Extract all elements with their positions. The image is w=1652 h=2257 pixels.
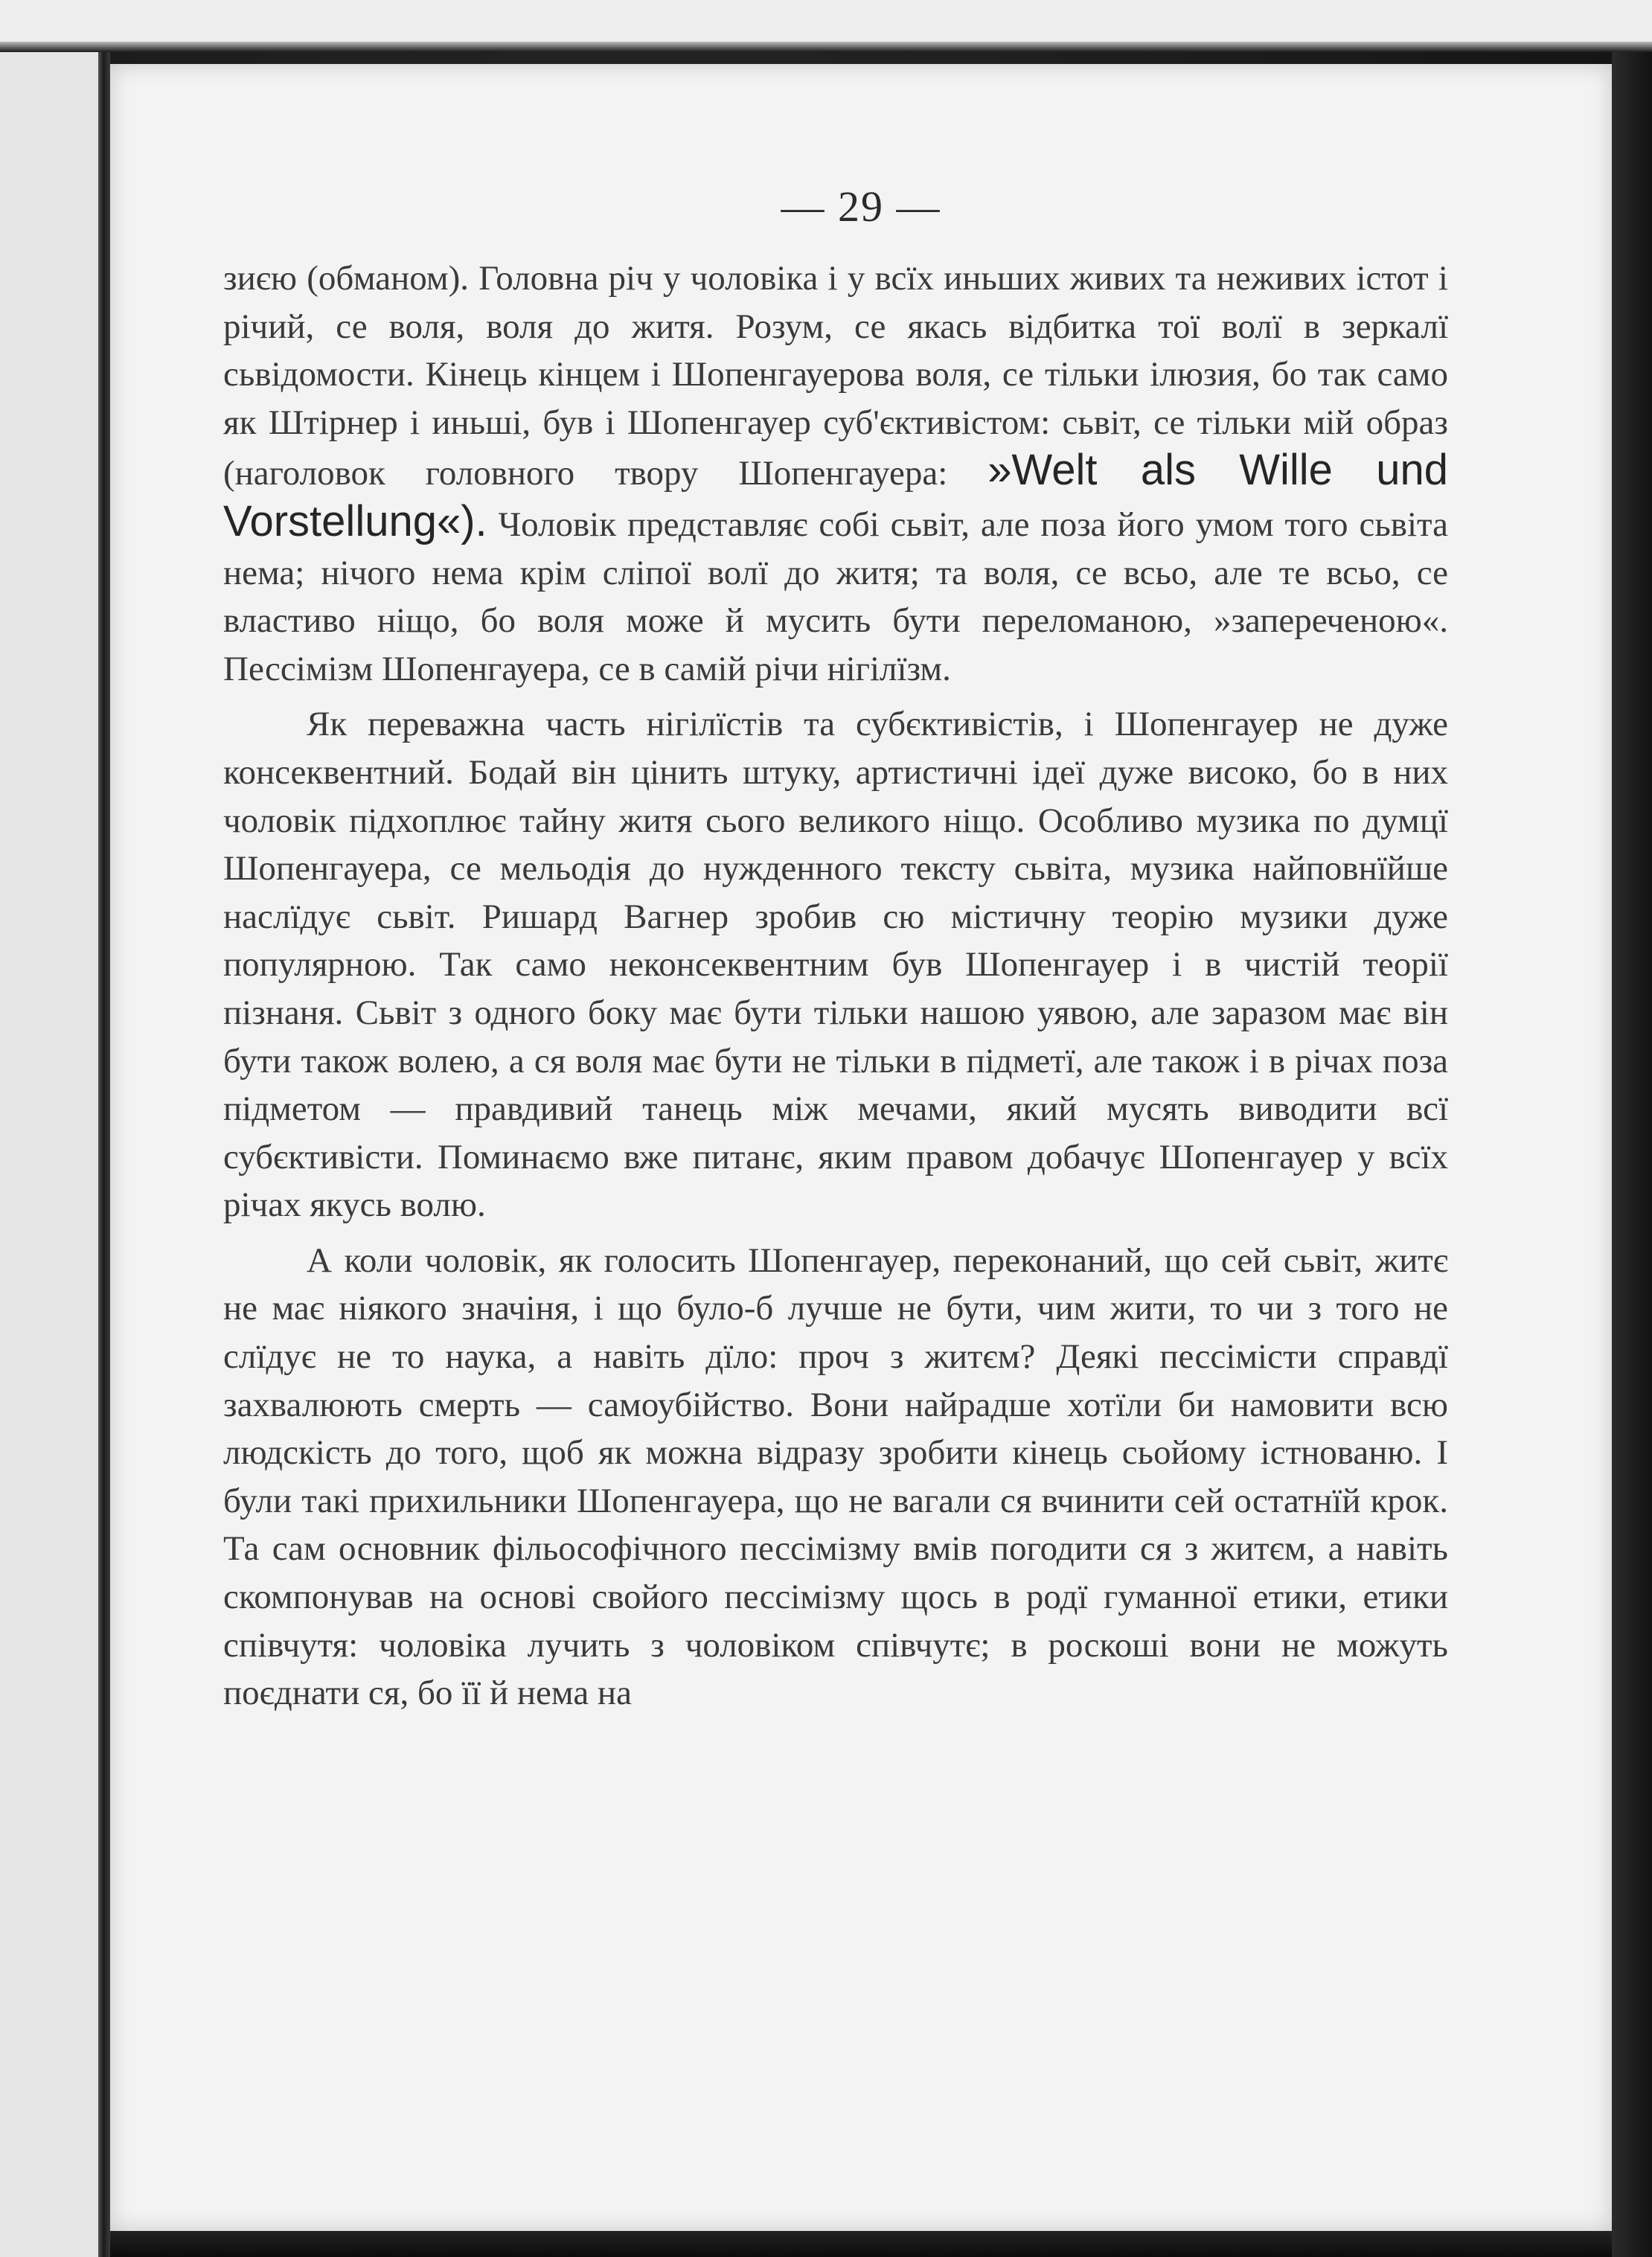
paragraph-3: А коли чоловік, як голосить Шопенгауер, переконаний, що сей сьвіт, житє не має ніякого значіня, і що було-б лучше не бути, чим жити, то чи з того не слїдує не то наука, а навіть дїло: проч з житєм? Деякі пессімісти справдї захвалюють смерть — самоубійство. Вони найрадше хотїли би намовити всю людскість до того, щоб як можна відразу зробити кінець сьойому істнованю. І були такі прихильники Шопенгауера, що не вагали ся вчинити сей остатнїй крок. Та сам основник фільософічного пессімізму вмів погодити ся з житєм, а навіть скомпонував на основі свойого пессімізму щось в родї гуманної етики, етики співчутя: чоловіка лучить з чоловіком співчутє; в роскоші вони не можуть поєднати ся, бо її й нема на bbox=[223, 1240, 1448, 1713]
top-page-edge bbox=[0, 42, 1652, 52]
paragraph-1-text: зиєю (обманом). Головна річ у чоловіка і у всїх иньших живих та неживих істот і річий, се воля, воля до житя. Розум, се якась відбитка тої волї в зеркалї сьвідомости. Кінець кінцем і Шопенгауерова воля, се тільки ілюзия, бо так само як Штірнер і иньші, був і Шопенгауер суб'єктивістом: сьвіт, се тільки мій образ (наголовок головного твору Шопенгауера: bbox=[223, 259, 1448, 493]
book-spine bbox=[98, 52, 110, 2257]
bottom-page-edge bbox=[110, 2231, 1612, 2257]
right-page-edge bbox=[1612, 52, 1652, 2257]
paragraph-1 bbox=[223, 254, 1448, 693]
paragraph-1-continued: Чоловік представляє собі сьвіт, але поза його умом того сьвіта нема; нічого нема крім сліпої волї до житя; та воля, се всьо, але те всьо, се властиво ніщо, бо воля може й мусить бути переломаною, »запереченою«. Пессімізм Шопенгауера, се в самій річи нігілїзм. bbox=[223, 505, 1449, 688]
scanner-top-margin bbox=[0, 0, 1652, 52]
page-body bbox=[223, 254, 1448, 1717]
facing-page-edge bbox=[0, 52, 98, 2257]
paragraph-2: Як переважна часть нігілїстів та субєктивістів, і Шопенгауер не дуже консеквентний. Бодай він цінить штуку, артистичні ідеї дуже високо, бо в них чоловік підхоплює тайну житя сього великого ніщо. Особливо музика по думцї Шопенгауера, се мельодія до нужденного тексту сьвіта, музика найповнїйше наслїдує сьвіт. Ришард Вагнер зробив сю містичну теорію музики дуже популярною. Так само неконсеквентним був Шопенгауер і в чистій теорії пізнаня. Сьвіт з одного боку має бути тільки нашою уявою, але заразом має він бути також волею, а ся воля має бути не тільки в підметї, але також і в річах поза підметом — правдивий танець між мечами, який мусять виводити всї субєктивісти. Поминаємо вже питанє, яким правом добачує Шопенгауер у всїх річах якусь волю. bbox=[223, 705, 1448, 1225]
page-number: — 29 — bbox=[781, 182, 941, 231]
book-title-quote: »Welt als Wille und Vorstellung«). bbox=[223, 446, 1449, 545]
book-page bbox=[110, 64, 1612, 2231]
